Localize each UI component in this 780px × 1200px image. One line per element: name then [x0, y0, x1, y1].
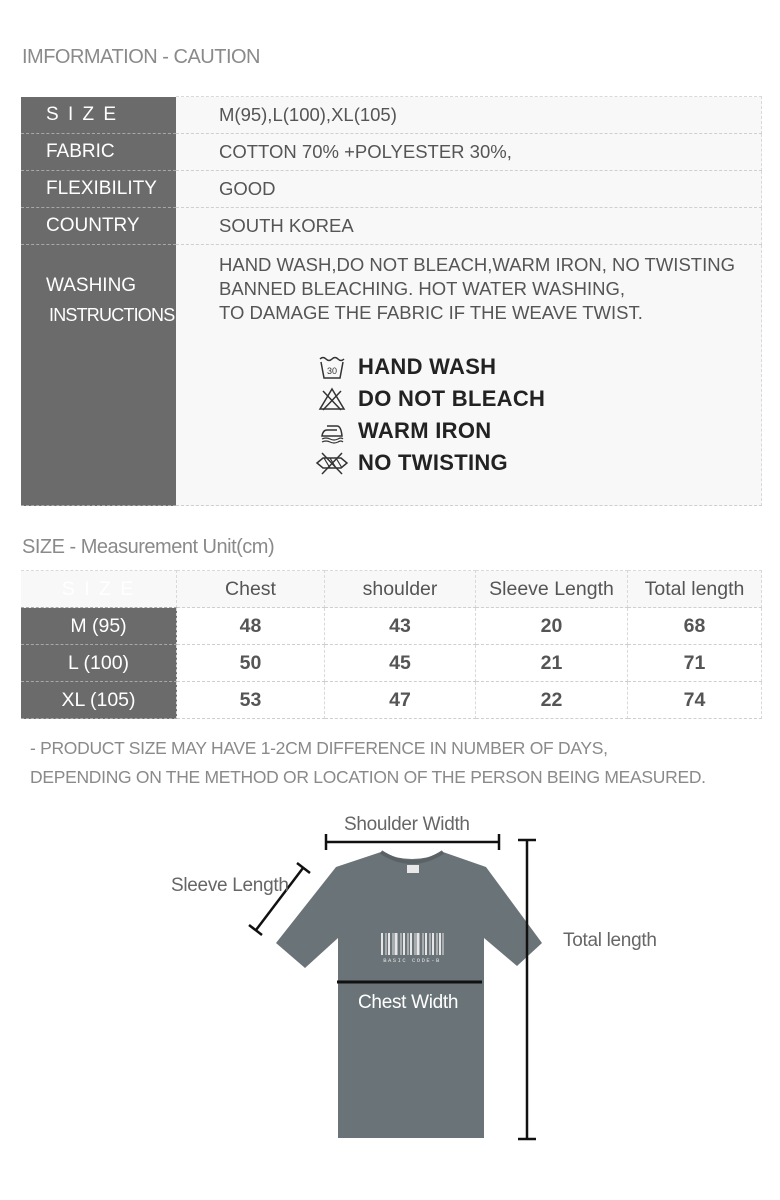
info-section-title: IMFORMATION - CAUTION	[22, 46, 260, 68]
care-label: DO NOT BLEACH	[358, 386, 546, 411]
size-cell: 21	[476, 645, 628, 682]
washing-label-line2: INSTRUCTIONS	[49, 305, 175, 325]
chest-width-label: Chest Width	[358, 992, 459, 1013]
size-cell: 50	[177, 645, 325, 682]
total-length-line	[518, 840, 536, 1139]
size-header-chest: Chest	[177, 571, 325, 608]
care-item	[314, 351, 761, 383]
size-cell: 22	[476, 682, 628, 719]
shoulder-width-label: Shoulder Width	[344, 814, 470, 835]
care-label: NO TWISTING	[358, 450, 508, 475]
no-twisting-icon	[314, 449, 350, 477]
hand-wash-icon	[314, 353, 350, 381]
washing-text-line: HAND WASH,DO NOT BLEACH,WARM IRON, NO TWISTING	[219, 254, 735, 275]
size-row-label: XL (105)	[21, 682, 177, 719]
care-item	[314, 415, 761, 447]
table-row	[21, 608, 762, 645]
washing-value	[176, 245, 762, 506]
measurement-diagram	[0, 800, 780, 1160]
warm-iron-icon	[314, 417, 350, 445]
size-note-line: - PRODUCT SIZE MAY HAVE 1-2CM DIFFERENCE IN NUMBER OF DAYS,	[30, 738, 608, 758]
tshirt-illustration	[0, 800, 780, 1160]
size-cell: 53	[177, 682, 325, 719]
info-value: SOUTH KOREA	[176, 208, 762, 245]
size-table-header	[21, 571, 762, 608]
washing-text-line: TO DAMAGE THE FABRIC IF THE WEAVE TWIST.	[219, 302, 643, 323]
neck-tag	[407, 865, 419, 873]
info-label: FABRIC	[21, 134, 176, 171]
size-header-label: S I Z E	[21, 571, 177, 608]
care-symbol-list	[314, 351, 761, 479]
info-table	[21, 96, 762, 506]
size-cell: 48	[177, 608, 325, 645]
info-value: GOOD	[176, 171, 762, 208]
info-label: S I Z E	[21, 97, 176, 134]
care-item	[314, 383, 761, 415]
info-label: FLEXIBILITY	[21, 171, 176, 208]
info-row-country	[21, 208, 762, 245]
size-cell: 20	[476, 608, 628, 645]
sleeve-length-label: Sleeve Length	[171, 875, 289, 896]
print-text: BASIC CODE-B	[383, 957, 441, 964]
size-cell: 47	[325, 682, 476, 719]
size-cell: 74	[628, 682, 762, 719]
washing-label	[21, 245, 176, 506]
size-table	[21, 570, 762, 719]
size-header-shoulder: shoulder	[325, 571, 476, 608]
shoulder-width-line	[326, 834, 499, 850]
size-cell: 45	[325, 645, 476, 682]
washing-label-line1: WASHING	[46, 275, 137, 296]
size-cell: 68	[628, 608, 762, 645]
info-value: COTTON 70% +POLYESTER 30%,	[176, 134, 762, 171]
table-row	[21, 682, 762, 719]
info-row-size	[21, 97, 762, 134]
info-row-fabric	[21, 134, 762, 171]
size-header-total: Total length	[628, 571, 762, 608]
care-label: HAND WASH	[358, 354, 497, 379]
table-row	[21, 645, 762, 682]
size-row-label: L (100)	[21, 645, 177, 682]
total-length-label: Total length	[563, 930, 657, 951]
info-row-washing	[21, 245, 762, 506]
info-row-flexibility	[21, 171, 762, 208]
care-label: WARM IRON	[358, 418, 492, 443]
size-note-line: DEPENDING ON THE METHOD OR LOCATION OF THE PERSON BEING MEASURED.	[30, 767, 706, 787]
size-row-label: M (95)	[21, 608, 177, 645]
info-value: M(95),L(100),XL(105)	[176, 97, 762, 134]
size-header-sleeve: Sleeve Length	[476, 571, 628, 608]
washing-text-line: BANNED BLEACHING. HOT WATER WASHING,	[219, 278, 626, 299]
info-label: COUNTRY	[21, 208, 176, 245]
size-cell: 71	[628, 645, 762, 682]
wash-temp-badge: 30	[326, 366, 338, 376]
care-item	[314, 447, 761, 479]
size-section-title: SIZE - Measurement Unit(cm)	[22, 536, 275, 558]
size-cell: 43	[325, 608, 476, 645]
barcode-print	[381, 933, 444, 964]
no-bleach-icon	[314, 385, 350, 413]
